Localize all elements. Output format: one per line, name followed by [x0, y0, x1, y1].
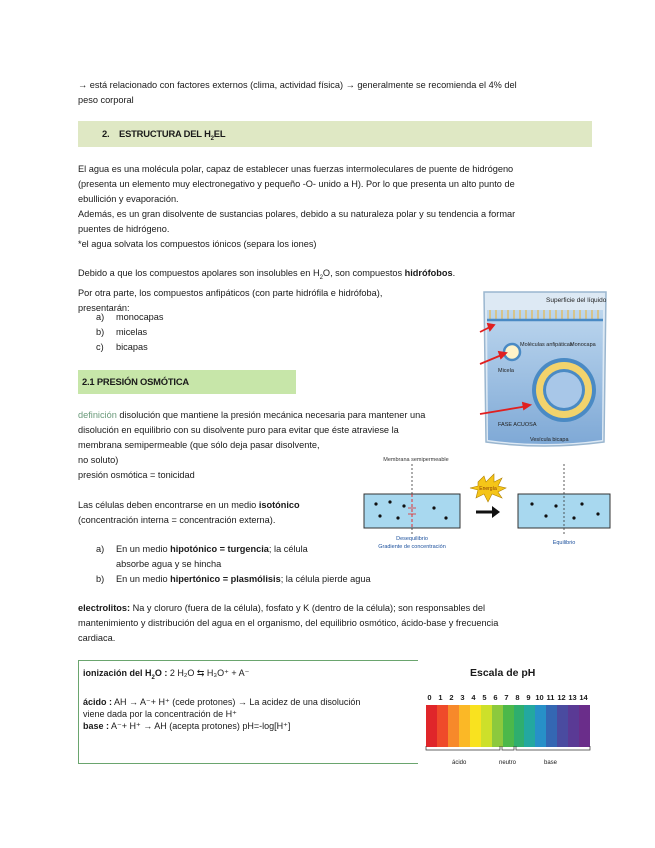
ph-color-segment	[492, 705, 503, 747]
amphipathic-list	[96, 310, 164, 355]
para1-line-3: ebullición y evaporación.	[78, 194, 179, 204]
membrane-label: Membrana semipermeable	[383, 457, 449, 463]
para2-line-1-sub: 2	[319, 274, 323, 281]
ph-number: 10	[535, 693, 544, 702]
base-line	[83, 720, 418, 732]
acid-term: ácido :	[83, 696, 113, 707]
base-term: base :	[83, 720, 110, 731]
ph-color-segment	[448, 705, 459, 747]
phase-label: FASE ACUOSA	[498, 422, 537, 428]
para2-line-1-end: .	[452, 268, 456, 278]
acid-text: AH → A⁻+ H⁺ (cede protones) → La acidez de una disolución	[112, 696, 361, 707]
list-item	[96, 340, 164, 355]
list-marker: a)	[96, 312, 105, 322]
list-item	[96, 572, 371, 587]
neutral-bracket	[502, 746, 514, 750]
ph-color-segment	[459, 705, 470, 747]
ionization-formula: 2 H₂O ⇆ H₃O⁺ + A⁻	[167, 668, 250, 678]
isotonic-pre: Las células deben encontrarse en un medio	[78, 500, 259, 510]
ph-number: 7	[504, 693, 509, 702]
para2-line-2: Por otra parte, los compuestos anfipáticos (con parte hidrófila e hidrófoba),	[78, 287, 383, 298]
hypotonic-cont: absorbe agua y se hincha	[116, 559, 222, 569]
ph-acid-label: ácido	[452, 760, 467, 766]
ionization-title-sub: 2	[151, 674, 155, 681]
ionization-title-pre: ionización del H	[83, 668, 152, 678]
ph-number: 4	[471, 693, 476, 702]
ph-number: 1	[438, 693, 443, 702]
water-polarity-paragraph	[78, 162, 515, 252]
ionization-title-post: O :	[154, 668, 168, 678]
section-2-title-sub: 2	[210, 135, 214, 142]
para2-line-1-pre: Debido a que los compuestos apolares son insolubles en H	[78, 268, 320, 278]
ph-color-segment	[524, 705, 535, 747]
vesicle-label: Vesícula bicapa	[530, 437, 569, 443]
ph-number: 2	[449, 693, 454, 702]
list-item	[96, 542, 371, 557]
para1-line-4: Además, es un gran disolvente de sustancias polares, debido a su naturaleza polar y su tendencia a formar	[78, 209, 516, 219]
ph-color-segment	[481, 705, 492, 747]
right-container	[518, 494, 610, 528]
acid-bracket	[426, 746, 500, 750]
micelle-label: Micela	[498, 368, 514, 374]
acid-line	[83, 696, 418, 708]
para1-line-5: puentes de hidrógeno.	[78, 224, 170, 234]
electrolytes-line-2: mantenimiento y distribución del agua en el organismo, del equilibrio osmótico, ácido-base y frecuencia	[78, 618, 499, 628]
small-micelle	[504, 344, 520, 360]
base-bracket	[516, 746, 590, 750]
list-text: bicapas	[116, 342, 148, 352]
electrolytes-line-3: cardiaca.	[78, 633, 116, 643]
section-2-title-pre: ESTRUCTURA DEL H	[119, 128, 211, 139]
hypertonic-post: ; la célula pierde agua	[280, 574, 371, 584]
ph-number: 12	[557, 693, 566, 702]
apolar-paragraph	[78, 266, 455, 316]
para2-line-1-mid: O, son compuestos	[322, 268, 405, 278]
micelle-beaker-figure	[478, 286, 612, 448]
ph-color-segment	[503, 705, 514, 747]
ph-scale-numbers	[424, 690, 589, 705]
list-text: micelas	[116, 327, 148, 337]
hypertonic-pre: En un medio	[116, 574, 171, 584]
intro-line-1: → está relacionado con factores externos (clima, actividad física) → generalmente se recomienda el 4% del	[78, 80, 517, 90]
monolayer-label: Monocapa	[570, 342, 596, 348]
acid-cont-line: viene dada por la concentración de H⁺	[83, 708, 237, 719]
osmosis-line-1	[78, 408, 425, 423]
hypotonic-term: hipotónico = turgencia	[170, 544, 269, 554]
ph-number: 14	[579, 693, 588, 702]
right-arrow-head	[492, 506, 500, 518]
hypertonic-term: hipertónico = plasmólisis	[170, 574, 281, 584]
electrolytes-line-1	[78, 601, 498, 616]
list-marker: b)	[96, 327, 105, 337]
hydrophobic-term: hidrófobos	[404, 268, 453, 278]
ph-color-segment	[470, 705, 481, 747]
ph-number: 0	[427, 693, 432, 702]
section-2-title-post: EL	[213, 128, 226, 139]
list-item	[96, 325, 164, 340]
ph-color-segment	[557, 705, 568, 747]
ph-color-segment	[568, 705, 579, 747]
ph-brackets	[424, 746, 594, 756]
ph-color-segment	[579, 705, 590, 747]
molecules-label	[520, 342, 573, 348]
list-text	[116, 572, 371, 587]
osmosis-line-4: no soluto)	[78, 455, 119, 465]
ph-color-segment	[514, 705, 525, 747]
definition-word: definición	[78, 410, 117, 420]
ph-number: 6	[493, 693, 498, 702]
left-caption-1: Desequilibrio	[396, 536, 428, 542]
list-item	[96, 310, 164, 325]
hypotonic-post: ; la célula	[268, 544, 308, 554]
base-text: A⁻+ H⁺ → AH (acepta protones) pH=-log[H⁺]	[109, 720, 291, 731]
list-item-continuation	[96, 557, 371, 572]
hypotonic-pre: En un medio	[116, 544, 171, 554]
list-marker: b)	[96, 574, 105, 584]
list-text: monocapas	[116, 312, 164, 322]
list-text	[116, 542, 308, 557]
osmosis-diagram	[360, 452, 612, 562]
ph-number: 11	[546, 693, 555, 702]
ph-number: 3	[460, 693, 465, 702]
ph-color-segment	[535, 705, 546, 747]
electrolytes-paragraph	[78, 601, 498, 646]
ph-color-segment	[437, 705, 448, 747]
section-2-number: 2.	[102, 128, 110, 139]
isotonic-paragraph	[78, 498, 300, 528]
ph-number: 8	[515, 693, 520, 702]
osmosis-line-2: disolución en equilibrio con su disolvente puro para evitar que éste atraviese la	[78, 425, 399, 435]
surface-label: Superficie del líquido	[546, 297, 607, 304]
section-2-1-title: 2.1 PRESIÓN OSMÓTICA	[82, 376, 189, 387]
ph-color-segment	[546, 705, 557, 747]
ph-scale-title: Escala de pH	[470, 667, 536, 679]
para2-line-1	[78, 266, 455, 286]
ph-neutral-label: neutro	[499, 760, 517, 766]
ph-number: 9	[526, 693, 531, 702]
para1-line-6: *el agua solvata los compuestos iónicos (separa los iones)	[78, 239, 317, 249]
ionization-title	[83, 668, 168, 681]
electrolytes-term: electrolitos:	[78, 603, 131, 613]
left-caption-2: Gradiente de concentración	[378, 544, 446, 550]
molecules-label-text: Moléculas anfipáticas	[520, 342, 573, 348]
osmosis-line-5: presión osmótica = tonicidad	[78, 470, 195, 480]
ph-color-segment	[426, 705, 437, 747]
tonicity-list	[96, 542, 371, 587]
ph-number: 13	[568, 693, 577, 702]
isotonic-line-1	[78, 498, 300, 513]
ph-base-label: base	[544, 760, 558, 766]
list-marker: c)	[96, 342, 104, 352]
list-marker: a)	[96, 544, 105, 554]
intro-line-2: peso corporal	[78, 95, 134, 105]
intro-text	[78, 78, 517, 108]
electrolytes-line-1-text: Na y cloruro (fuera de la célula), fosfato y K (dentro de la célula); son responsables del	[130, 603, 486, 613]
ionization-title-line	[83, 667, 418, 684]
vesicle-interior	[546, 372, 582, 408]
right-caption: Equilibrio	[552, 540, 576, 546]
osmosis-line-1-text: disolución que mantiene la presión mecánica necesaria para mantener una	[116, 410, 426, 420]
osmosis-line-3: membrana semipermeable (que sólo deja pasar disolvente,	[78, 440, 320, 450]
para1-line-2: (presenta un elemento muy electronegativo y pequeño -O- unido a H). Por lo que presenta un alto punto de	[78, 179, 515, 189]
ph-number: 5	[482, 693, 487, 702]
section-2-1-heading	[78, 370, 296, 394]
isotonic-term: isotónico	[258, 500, 300, 510]
para2-line-3: presentarán:	[78, 302, 130, 313]
isotonic-line-2: (concentración interna = concentración externa).	[78, 515, 276, 525]
ph-color-bar	[426, 705, 590, 747]
energy-label: Energía	[479, 486, 497, 492]
para1-line-1: El agua es una molécula polar, capaz de establecer unas fuerzas intermoleculares de puente de hidrógeno	[78, 164, 514, 174]
section-2-heading	[78, 121, 592, 147]
ionization-box	[78, 660, 418, 764]
